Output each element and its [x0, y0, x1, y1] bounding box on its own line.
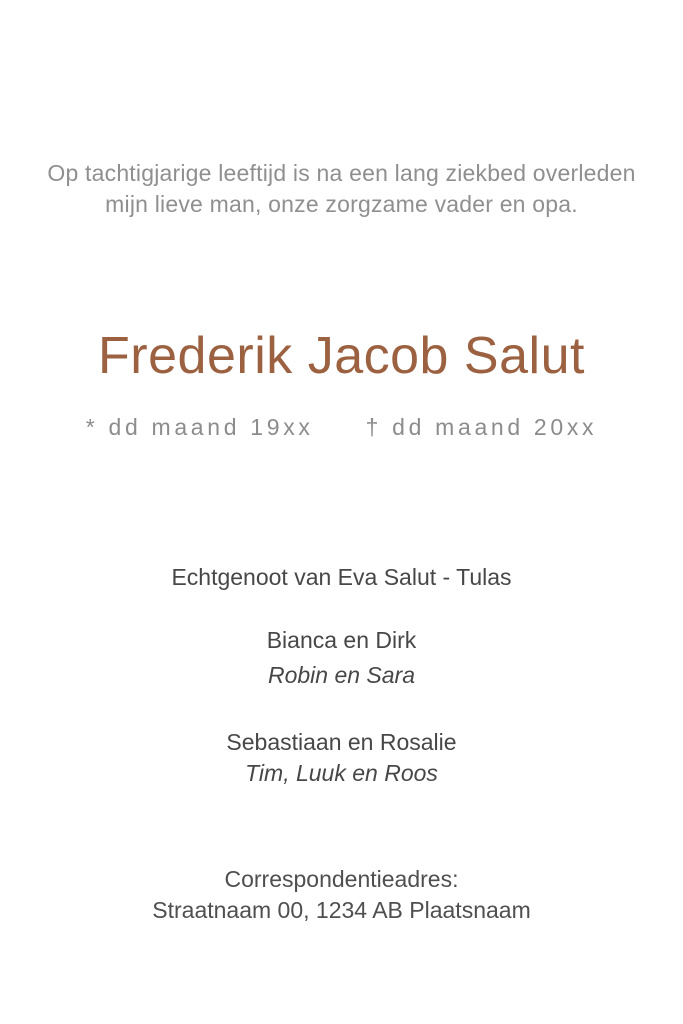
grandchildren-names-2: Tim, Luuk en Roos	[245, 760, 438, 786]
life-dates	[0, 412, 683, 443]
intro-line-1: Op tachtigjarige leeftijd is na een lang ziekbed overleden	[47, 160, 636, 186]
correspondence-address: Straatnaam 00, 1234 AB Plaatsnaam	[152, 897, 531, 923]
birth-date: * dd maand 19xx	[85, 414, 314, 440]
death-date: † dd maand 20xx	[365, 414, 598, 440]
intro-text	[0, 158, 683, 220]
correspondence-block	[0, 864, 683, 926]
children-names-1: Bianca en Dirk	[266, 627, 417, 653]
spouse-line: Echtgenoot van Eva Salut - Tulas	[171, 564, 512, 590]
deceased-name: Frederik Jacob Salut	[98, 327, 585, 385]
grandchildren-names-1: Robin en Sara	[267, 662, 416, 688]
correspondence-label: Correspondentieadres:	[224, 866, 459, 892]
children-names-2: Sebastiaan en Rosalie	[226, 729, 457, 755]
intro-line-2: mijn lieve man, onze zorgzame vader en opa.	[105, 191, 578, 217]
